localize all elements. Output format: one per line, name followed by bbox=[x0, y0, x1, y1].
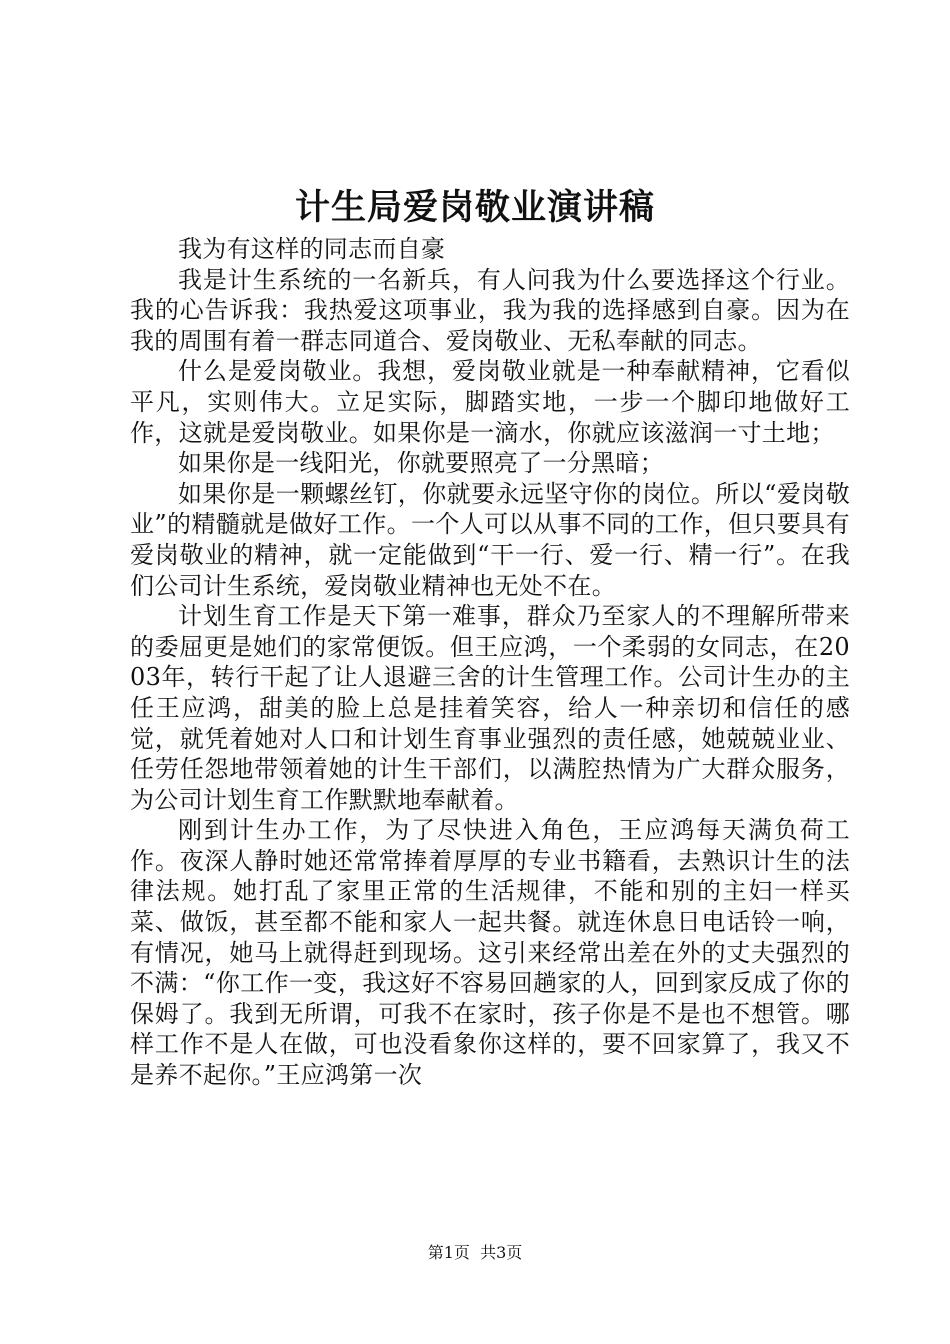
document-body bbox=[130, 234, 850, 1091]
paragraph: 我为有这样的同志而自豪 bbox=[178, 235, 446, 263]
paragraph: 我是计生系统的一名新兵，有人问我为什么要选择这个行业。我的心告诉我：我热爱这项事业，我为我的选择感到自豪。因为在我的周围有着一群志同道合、爱岗敬业、无私奉献的同志。 bbox=[130, 265, 850, 355]
paragraph: 如果你是一线阳光，你就要照亮了一分黑暗； bbox=[178, 449, 664, 478]
paragraph: 刚到计生办工作，为了尽快进入角色，王应鸿每天满负荷工作。夜深人静时她还常常捧着厚厚的专业书籍看，去熟识计生的法律法规。她打乱了家里正常的生活规律，不能和别的主妇一样买菜、做饭，甚至都不能和家人一起共餐。就连休息日电话铃一响，有情况，她马上就得赶到现场。这引来经常出差在外的丈夫强烈的不满：“你工作一变，我这好不容易回趟家的人，回到家反成了你的保姆了。我到无所谓，可我不在家时，孩子你是不是也不想管。哪样工作不是人在做，可也没看象你这样的，要不回家算了，我又不是养不起你。”王应鸿第一次 bbox=[130, 816, 850, 1090]
document-title: 计生局爱岗敬业演讲稿 bbox=[294, 188, 655, 228]
paragraph: 如果你是一颗螺丝钉，你就要永远坚守你的岗位。所以“爱岗敬业”的精髓就是做好工作。一个人可以从事不同的工作，但只要具有爱岗敬业的精神，就一定能做到“干一行、爱一行、精一行”。在我们公司计生系统，爱岗敬业精神也无处不在。 bbox=[130, 479, 850, 600]
page-number-footer: 第1页 共3页 bbox=[427, 1243, 523, 1262]
paragraph: 计划生育工作是天下第一难事，群众乃至家人的不理解所带来的委屈更是她们的家常便饭。但王应鸿，一个柔弱的女同志，在2003年，转行干起了让人退避三舍的计生管理工作。公司计生办的主任王应鸿，甜美的脸上总是挂着笑容，给人一种亲切和信任的感觉，就凭着她对人口和计划生育事业强烈的责任感，她兢兢业业、任劳任怨地带领着她的计生干部们，以满腔热情为广大群众服务，为公司计划生育工作默默地奉献着。 bbox=[130, 602, 850, 814]
paragraph: 什么是爱岗敬业。我想，爱岗敬业就是一种奉献精神，它看似平凡，实则伟大。立足实际，脚踏实地，一步一个脚印地做好工作，这就是爱岗敬业。如果你是一滴水，你就应该滋润一寸土地； bbox=[130, 357, 850, 447]
